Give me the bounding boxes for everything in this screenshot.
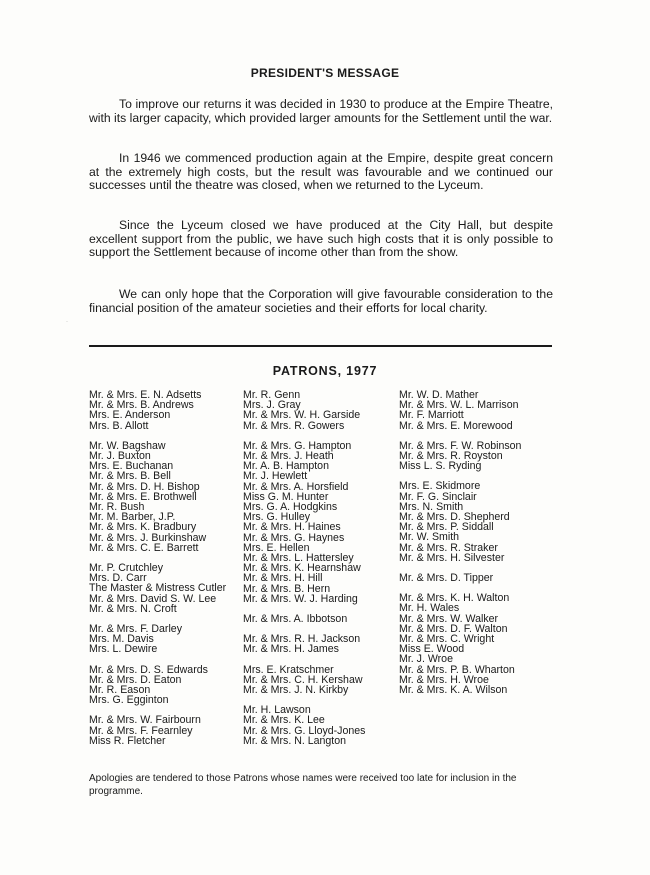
- patron-name: The Master & Mistress Cutler: [89, 582, 227, 595]
- patron-name: Mr. & Mrs. D. Eaton: [89, 673, 182, 686]
- patron-group: [243, 705, 395, 746]
- patron-name: Mr. & Mrs. D. H. Bishop: [89, 480, 200, 493]
- patron-name: Mr. & Mrs. L. Hattersley: [243, 552, 354, 565]
- section-divider: [89, 345, 552, 347]
- patron-group: [89, 624, 241, 655]
- patron-name: Mr. & Mrs. G. Hampton: [243, 439, 352, 452]
- patron-group: [243, 665, 395, 696]
- patron-name: Mr. A. B. Hampton: [243, 460, 329, 473]
- patron-group: [399, 573, 559, 583]
- patron-group: [399, 390, 559, 431]
- patron-name: Mrs. G. Egginton: [89, 694, 169, 707]
- patron-name: Mr. & Mrs. N. Langton: [243, 734, 347, 747]
- patron-name: Mr. & Mrs. J. N. Kirkby: [243, 684, 349, 697]
- patron-name: Mrs. M. Davis: [89, 633, 154, 646]
- patron-name: Mrs. E. Hellen: [243, 541, 310, 554]
- patron-name: Mr. & Mrs. W. Fairbourn: [89, 714, 201, 727]
- patron-name: Mr. & Mrs. D. F. Walton: [399, 622, 508, 635]
- patron-name: Mr. W. D. Mather: [399, 389, 479, 401]
- patron-name: Mr. W. Smith: [399, 531, 460, 544]
- patron-name: Mr. R. Bush: [89, 501, 145, 514]
- patron-name: Mr. & Mrs. W. J. Harding: [243, 592, 358, 605]
- patron-name: Mr. & Mrs. K. Lee: [243, 714, 325, 727]
- message-paragraph: To improve our returns it was decided in 1930 to produce at the Empire Theatre, with its larger capacity, which provided larger amounts for the Settlement until the war.: [89, 97, 553, 125]
- patron-group: [243, 614, 395, 624]
- message-paragraph: We can only hope that the Corporation will give favourable consideration to the financial position of the amateur societies and their efforts for local charity.: [89, 287, 553, 315]
- patron-name: Mr. & Mrs. David S. W. Lee: [89, 592, 217, 605]
- patron-group: [399, 441, 559, 472]
- patron-name: Mr. & Mrs. F. Darley: [89, 623, 182, 636]
- patron-name: Mrs. G. A. Hodgkins: [243, 501, 338, 514]
- patrons-column-3: [399, 390, 559, 705]
- patron-name: Mr. & Mrs. D. Tipper: [399, 572, 494, 585]
- patron-name: Mrs. B. Allott: [89, 419, 149, 432]
- patron-name: Mr. R. Genn: [243, 389, 301, 401]
- patron-name: Mr. W. Bagshaw: [89, 439, 166, 452]
- patron-name: Mrs. E. Kratschmer: [243, 663, 334, 676]
- patron-name: Mr. J. Hewlett: [243, 470, 308, 483]
- patron-name: Mr. & Mrs. F. Fearnley: [89, 724, 193, 737]
- patron-name: Mr. & Mrs. J. Heath: [243, 450, 334, 463]
- patron-name: Mr. & Mrs. R. Gowers: [243, 419, 345, 432]
- patron-name: Mrs. E. Skidmore: [399, 480, 481, 493]
- patron-name: Mr. F. G. Sinclair: [399, 490, 477, 503]
- paper-mark: ·: [66, 319, 68, 325]
- patron-name: Mr. R. Eason: [89, 684, 151, 697]
- patron-name: Mr. & Mrs. B. Andrews: [89, 399, 194, 412]
- patron-name: Mr. & Mrs. A. Ibbotson: [243, 613, 348, 626]
- patron-name: Mr. & Mrs. H. Silvester: [399, 551, 505, 564]
- patron-name: Mr. & Mrs. H. James: [243, 643, 339, 656]
- patrons-title: PATRONS, 1977: [272, 364, 378, 378]
- patron-group: [399, 481, 559, 563]
- patron-name: Mrs. L. Dewire: [89, 643, 158, 656]
- patron-name: Mr. & Mrs. P. Siddall: [399, 521, 494, 534]
- patron-name: Mr. & Mrs. B. Bell: [89, 470, 171, 483]
- patron-name: Mr. & Mrs. R. Straker: [399, 541, 498, 554]
- patron-group: [89, 441, 241, 553]
- patron-name: Mr. & Mrs. E. Brothwell: [89, 490, 197, 503]
- patron-name: Mr. & Mrs. R. H. Jackson: [243, 633, 361, 646]
- patron-name: Mr. & Mrs. J. Burkinshaw: [89, 531, 207, 544]
- patron-name: Mr. & Mrs. C. H. Kershaw: [243, 673, 363, 686]
- patron-name: Mrs. N. Smith: [399, 500, 464, 513]
- patron-name: Miss G. M. Hunter: [243, 490, 329, 503]
- patron-name: Miss L. S. Ryding: [399, 460, 482, 473]
- patron-name: Mr. & Mrs. K. H. Walton: [399, 592, 510, 605]
- patron-group: [243, 634, 395, 654]
- patron-group: [243, 390, 395, 431]
- message-paragraph: In 1946 we commenced production again at the Empire, despite great concern at the extremely high costs, but the result was favourable and we continued our successes until the theatre was closed, when we returned to the Lyceum.: [89, 151, 553, 193]
- apology-note: Apologies are tendered to those Patrons whose names were received too late for inclusion in the programme.: [89, 773, 517, 797]
- patron-name: Mr. & Mrs. K. A. Wilson: [399, 684, 508, 697]
- patron-name: Mr. P. Crutchley: [89, 562, 163, 575]
- patron-name: Miss E. Wood: [399, 643, 465, 656]
- patron-name: Mr. & Mrs. R. Royston: [399, 450, 503, 463]
- patron-name: Mr. & Mrs. H. Wroe: [399, 673, 489, 686]
- patron-name: Mr. & Mrs. H. Haines: [243, 521, 341, 534]
- patron-name: Mr. & Mrs. G. Lloyd-Jones: [243, 724, 366, 737]
- patron-name: Mr. J. Buxton: [89, 450, 151, 463]
- patron-name: Mr. & Mrs. B. Hern: [243, 582, 331, 595]
- patron-group: [89, 563, 241, 614]
- patron-name: Mrs. E. Anderson: [89, 409, 171, 422]
- patron-name: Mrs. D. Carr: [89, 572, 147, 585]
- patron-name: Mr. & Mrs. D. S. Edwards: [89, 663, 208, 676]
- patron-name: Mr. & Mrs. N. Croft: [89, 602, 177, 615]
- patron-name: Mr. & Mrs. G. Haynes: [243, 531, 345, 544]
- patron-name: Mrs. E. Buchanan: [89, 460, 174, 473]
- patron-name: Miss R. Fletcher: [89, 734, 166, 747]
- patron-group: [243, 441, 395, 604]
- patron-name: Mr. & Mrs. E. N. Adsetts: [89, 389, 202, 401]
- patron-group: [399, 593, 559, 695]
- patron-name: Mr. & Mrs. F. W. Robinson: [399, 439, 522, 452]
- patron-name: Mrs. G. Hulley: [243, 511, 311, 524]
- patron-name: Mr. & Mrs. K. Bradbury: [89, 521, 197, 534]
- patrons-column-2: [243, 390, 395, 756]
- patron-name: Mr. M. Barber, J.P.: [89, 511, 176, 524]
- patron-group: [89, 715, 241, 746]
- patron-name: Mr. & Mrs. K. Hearnshaw: [243, 562, 361, 575]
- patron-name: Mr. & Mrs. C. Wright: [399, 633, 495, 646]
- patron-name: Mr. & Mrs. P. B. Wharton: [399, 663, 515, 676]
- patron-name: Mr. & Mrs. W. L. Marrison: [399, 399, 519, 412]
- patron-group: [89, 390, 241, 431]
- patron-name: Mr. H. Wales: [399, 602, 460, 615]
- patron-name: Mr. H. Lawson: [243, 704, 311, 717]
- patron-name: Mr. & Mrs. W. H. Garside: [243, 409, 361, 422]
- message-paragraph: Since the Lyceum closed we have produced at the City Hall, but despite excellent support from the public, we have such high costs that it is only possible to support the Settlement because of income other than from the show.: [89, 218, 553, 260]
- patron-name: Mrs. J. Gray: [243, 399, 301, 412]
- patron-name: Mr. & Mrs. H. Hill: [243, 572, 323, 585]
- page-title: PRESIDENT'S MESSAGE: [250, 66, 400, 80]
- patron-group: [89, 665, 241, 706]
- patron-name: Mr. & Mrs. C. E. Barrett: [89, 541, 199, 554]
- patron-name: Mr. J. Wroe: [399, 653, 453, 666]
- patron-name: Mr. & Mrs. D. Shepherd: [399, 511, 510, 524]
- patron-name: Mr. & Mrs. E. Morewood: [399, 419, 513, 432]
- patron-name: Mr. & Mrs. A. Horsfield: [243, 480, 349, 493]
- patron-name: Mr. & Mrs. W. Walker: [399, 612, 499, 625]
- patrons-column-1: [89, 390, 241, 756]
- patron-name: Mr. F. Marriott: [399, 409, 464, 422]
